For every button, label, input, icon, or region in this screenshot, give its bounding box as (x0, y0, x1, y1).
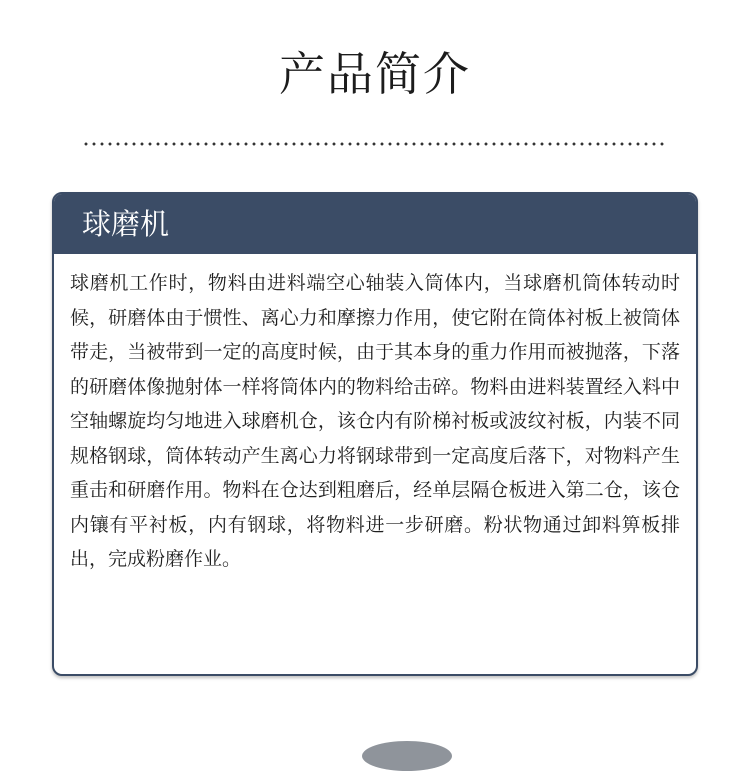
page-title: 产品简介 (279, 47, 471, 101)
bottom-image-fragment (362, 741, 452, 771)
card-body-text: 球磨机工作时，物料由进料端空心轴装入筒体内，当球磨机筒体转动时候，研磨体由于惯性、离心力和摩擦力作用，使它附在筒体衬板上被筒体带走，当被带到一定的高度时候，由于其本身的重力作用而被抛落，下落的研磨体像抛射体一样将筒体内的物料给击碎。物料由进料装置经入料中空轴螺旋均匀地进入球磨机仓，该仓内有阶梯衬板或波纹衬板，内装不同规格钢球，筒体转动产生离心力将钢球带到一定高度后落下，对物料产生重击和研磨作用。物料在仓达到粗磨后，经单层隔仓板进入第二仓，该仓内镶有平衬板，内有钢球，将物料进一步研磨。粉状物通过卸料箅板排出，完成粉磨作业。 (70, 272, 680, 570)
product-card (52, 192, 698, 676)
dotted-divider (82, 142, 666, 146)
card-heading: 球磨机 (54, 194, 696, 254)
